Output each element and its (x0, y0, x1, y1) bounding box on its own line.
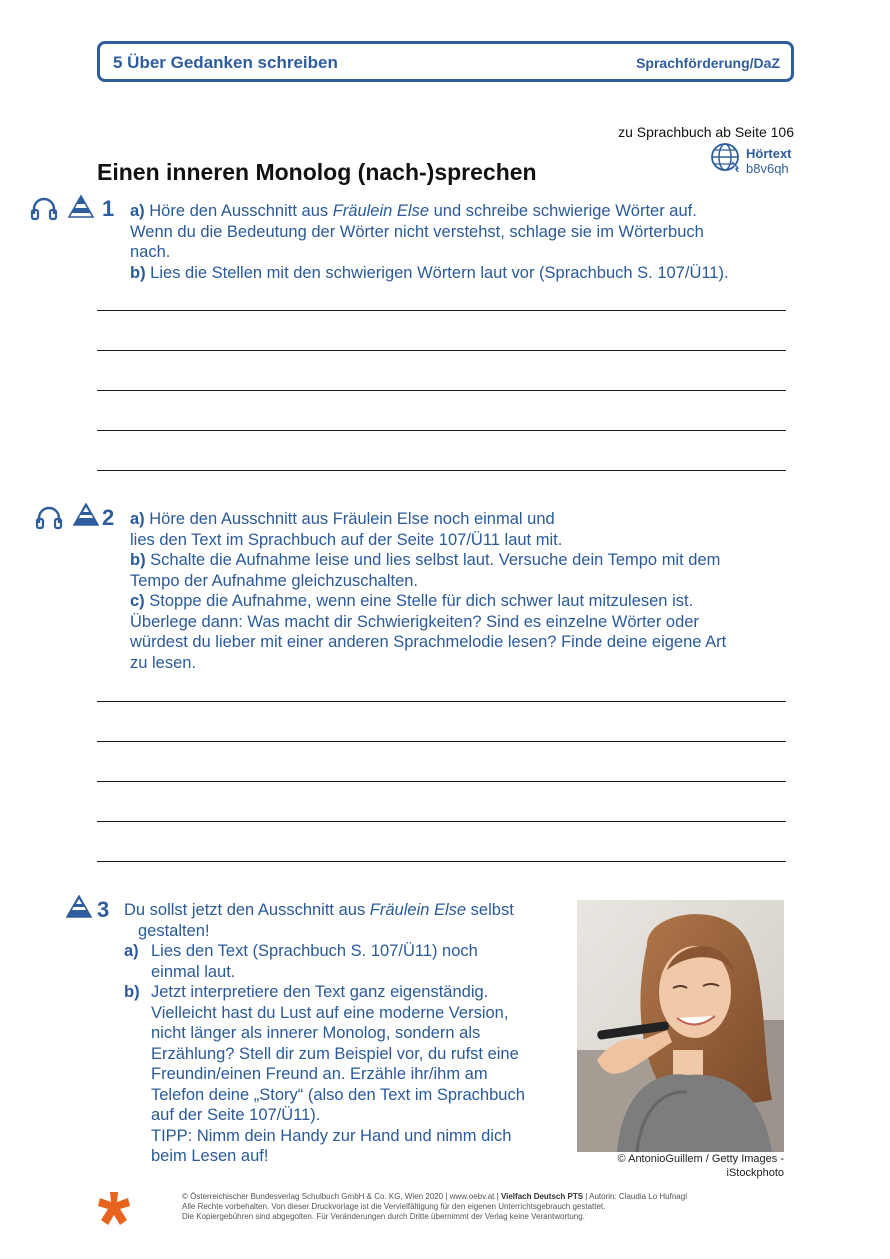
footer-line2: Alle Rechte vorbehalten. Von dieser Druckvorlage ist die Vervielfältigung für den eigenen Unterrichtsgebrauch gestattet. (182, 1202, 606, 1211)
task-3b-line8: TIPP: Nimm dein Handy zur Hand und nimm dich (151, 1126, 512, 1145)
writing-line[interactable] (97, 821, 786, 822)
writing-line[interactable] (97, 350, 786, 351)
task-1a-line3: nach. (130, 243, 171, 261)
task-1-text (130, 201, 790, 283)
task-2c-line2: Überlege dann: Was macht dir Schwierigkeiten? Sind es einzelne Wörter oder (130, 612, 699, 631)
writing-line[interactable] (97, 310, 786, 311)
task-3b-label: b) (124, 983, 140, 1001)
task-3b-line5: Freundin/einen Freund an. Erzähle ihr/ihm am (151, 1065, 488, 1083)
writing-line[interactable] (97, 701, 786, 702)
task-2a-label: a) (130, 510, 145, 528)
headphones-icon (35, 505, 63, 536)
task-3a-line2: einmal laut. (151, 962, 236, 981)
photo-girl-with-phone (577, 900, 784, 1152)
task-3b-line1: Jetzt interpretiere den Text ganz eigenständig. (151, 983, 489, 1001)
section-label: Sprachförderung/DaZ (636, 55, 780, 71)
task-1b-label: b) (130, 263, 146, 282)
task-number-1: 1 (102, 196, 115, 221)
chapter-title: 5 Über Gedanken schreiben (113, 53, 338, 72)
audio-link-code[interactable]: b8v6qh (746, 161, 789, 176)
task-3a-line1: Lies den Text (Sprachbuch S. 107/Ü11) noch (151, 942, 478, 960)
task-3b-line7: auf der Seite 107/Ü11). (151, 1106, 321, 1124)
task-number-3: 3 (97, 897, 110, 922)
photo-credit-line1: © AntonioGuillem / Getty Images - (617, 1153, 784, 1165)
task-3b-line4: Erzählung? Stell dir zum Beispiel vor, du rufst eine (151, 1044, 519, 1063)
task-3b-line3: nicht länger als innerer Monolog, sondern als (151, 1024, 481, 1042)
level-pyramid-icon (73, 503, 99, 531)
task-1a-text: Höre den Ausschnitt aus (149, 202, 333, 220)
book-title: Fräulein Else (332, 202, 430, 220)
audio-link-label[interactable]: Hörtext (746, 146, 792, 161)
globe-icon[interactable] (710, 142, 740, 177)
writing-line[interactable] (97, 861, 786, 862)
footer-copyright (182, 1192, 687, 1222)
footer-line1c: | Autorin: Claudia Lo Hufnagl (583, 1192, 687, 1201)
level-pyramid-icon (68, 195, 94, 223)
task-3a-item (124, 941, 569, 982)
task-1b-text: Lies die Stellen mit den schwierigen Wörtern laut vor (Sprachbuch S. 107/Ü11). (150, 263, 729, 282)
task-1a-line2: Wenn du die Bedeutung der Wörter nicht verstehst, schlage sie im Wörterbuch (130, 222, 704, 241)
page-title: Einen inneren Monolog (nach-)sprechen (97, 159, 537, 185)
task-3-intro-line2: gestalten! (138, 921, 210, 940)
footer-line3: Die Kopiergebühren sind abgegolten. Für Veränderungen durch Dritte übernimmt der Verlag keine Verantwortung. (182, 1212, 585, 1221)
task-3b-item (124, 982, 569, 1167)
task-2c-line3: würdest du lieber mit einer anderen Sprachmelodie lesen? Finde deine eigene Art (130, 633, 727, 651)
task-2c-text: Stoppe die Aufnahme, wenn eine Stelle für dich schwer laut mitzulesen ist. (149, 592, 694, 610)
writing-line[interactable] (97, 781, 786, 782)
photo-credit-line2: iStockphoto (726, 1166, 784, 1179)
task-3-intro-cont: selbst (466, 901, 514, 919)
headphones-icon (30, 196, 58, 227)
photo-credit (577, 1153, 784, 1180)
level-pyramid-icon (66, 895, 92, 923)
task-3b-line6: Telefon deine „Story“ (also den Text im Sprachbuch (151, 1085, 525, 1104)
writing-line[interactable] (97, 741, 786, 742)
task-1a-label: a) (130, 202, 145, 220)
task-2c-line4: zu lesen. (130, 653, 197, 672)
task-1a-text-cont: und schreibe schwierige Wörter auf. (429, 202, 697, 220)
task-3b-line9: beim Lesen auf! (151, 1147, 269, 1165)
writing-line[interactable] (97, 470, 786, 471)
task-2-text (130, 509, 790, 673)
task-2a-line2: lies den Text im Sprachbuch auf der Seite 107/Ü11 laut mit. (130, 530, 563, 549)
task-3b-line2: Vielleicht hast du Lust auf eine moderne Version, (151, 1003, 509, 1022)
task-3-intro: Du sollst jetzt den Ausschnitt aus (124, 901, 370, 919)
task-2c-label: c) (130, 592, 145, 610)
book-title: Fräulein Else (369, 901, 467, 919)
task-number-2: 2 (102, 505, 115, 530)
footer-line1a: © Österreichischer Bundesverlag Schulbuch GmbH & Co. KG, Wien 2020 | www.oebv.at | (182, 1192, 501, 1201)
task-3-text (124, 900, 569, 1167)
textbook-reference: zu Sprachbuch ab Seite 106 (618, 124, 794, 140)
writing-line[interactable] (97, 430, 786, 431)
publisher-logo (96, 1190, 132, 1233)
task-2a-text: Höre den Ausschnitt aus Fräulein Else noch einmal und (149, 510, 555, 528)
task-2b-label: b) (130, 551, 146, 569)
task-2b-line2: Tempo der Aufnahme gleichzuschalten. (130, 571, 419, 590)
footer-product: Vielfach Deutsch PTS (500, 1192, 584, 1201)
task-3a-label: a) (124, 942, 139, 960)
writing-line[interactable] (97, 390, 786, 391)
task-2b-text: Schalte die Aufnahme leise und lies selbst laut. Versuche dein Tempo mit dem (150, 551, 721, 569)
